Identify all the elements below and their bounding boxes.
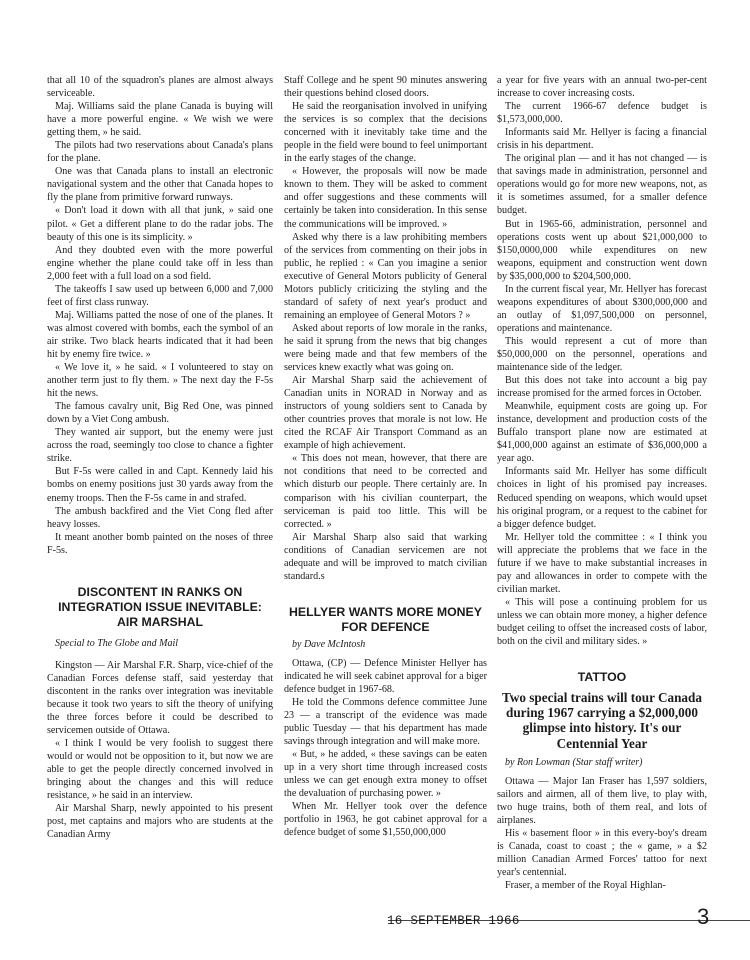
column-2 [284,74,487,839]
paragraph: « I think I would be very foolish to suggest there would or would not be opposition to it, but now we are able to get the people directly concerned involved in bringing about the changes and this will reduce resistance, » he said in an interview. [47,738,273,802]
article-byline: by Ron Lowman (Star staff writer) [505,756,643,768]
paragraph: It meant another bomb painted on the noses of three F-5s. [47,531,273,556]
paragraph: Fraser, a member of the Royal Highlan- [505,880,666,892]
article-body [47,659,273,842]
paragraph: Staff College and he spent 90 minutes answering their questions behind closed doors. [284,75,487,100]
paragraph: But in 1965-66, administration, personnel and operations costs went up about $21,000,000 to $150,0000,000 while expenditures on new weapons, equipment and construction went down by $35,000,000 to $204,500,000. [497,218,707,282]
paragraph: Informants said Mr. Hellyer has some difficult choices in light of his promised pay increases. Reduced spending on weapons, which would upset his original program, or a request to the cabinet for a bigger defence budget. [497,466,707,530]
paragraph: Meanwhile, equipment costs are going up. For instance, development and production costs of the Buffalo transport plane now are estimated at $41,000,000 against an estimate of $36,000,000 a year ago. [497,401,707,465]
paragraph: « But, » he added, « these savings can be eaten up in a very short time through increased costs unless we can get enough extra money to offset the devaluation of purchasing power. » [284,749,487,800]
article-body [497,775,707,892]
paragraph: But F-5s were called in and Capt. Kennedy laid his bombs on enemy positions just 30 yards away from the enemy troops. Then the F-5s came in and strafed. [47,466,273,504]
paragraph: « We love it, » he said. « I volunteered to stay on another term just to fly them. » The next day the F-5s hit the news. [47,362,273,400]
paragraph: They wanted air support, but the enemy were just across the road, seemingly too close to chance a fighter strike. [47,427,273,465]
footer-date: 16 SEPTEMBER 1966 [387,914,520,928]
paragraph: Air Marshal Sharp, newly appointed to his present post, met captains and majors who are students at the Canadian Army [47,803,273,841]
page-number: 3 [697,904,710,929]
paragraph: The famous cavalry unit, Big Red One, was pinned down by a Viet Cong ambush. [47,401,273,426]
paragraph: Air Marshal Sharp also said that warking conditions of Canadian servicemen are not adequate and will be improved to match civilian standard.s [284,531,487,582]
paragraph: And they doubted even with the more powerful engine whether the plane could take off in less than 2,000 feet with a full load on a sod field. [47,244,273,282]
section-title: TATTOO [577,670,627,685]
paragraph: « However, the proposals will now be made known to them. They will be asked to comment and offer suggestions and these comments will certainly be taken into consideration. In this sense the communications will be improved. » [284,166,487,230]
paragraph: The takeoffs I saw used up between 6,000 and 7,000 feet of first class runway. [47,283,273,308]
paragraph: When Mr. Hellyer took over the defence portfolio in 1963, he got cabinet approval for a defence budget of some $1,550,000,000 [284,801,487,839]
paragraph: Asked why there is a law prohibiting members of the services from commenting on their jobs in public, he replied : « Can you imagine a senior executive of General Motors publicity of General Motors publicly criticizing the styling and the standard of safety of next year's product and remaining an employee of General Motors ? » [284,231,487,321]
paragraph: One was that Canada plans to install an electronic navigational system and the other that Canada hopes to fly the plane from primitive forward runways. [47,166,273,204]
paragraph: The pilots had two reservations about Canada's plans for the plane. [47,140,273,165]
paragraph: Air Marshal Sharp said the achievement of Canadian units in NORAD in Norway and as instructors of young soldiers sent to Canada by other countries proves that morale is not low. He cited the RCAF Air Transport Command as an example of high achievement. [284,375,487,452]
paragraph: His « basement floor » in this every-boy's dream is Canada, coast to coast ; the « game, » a $2 million Canadian Armed Forces' tattoo for next year's centennial. [497,828,707,879]
paragraph: The current 1966-67 defence budget is $1,573,000,000. [497,101,707,126]
paragraph: Informants said Mr. Hellyer is facing a financial crisis in his department. [497,127,707,152]
article-continuation-text [284,74,487,583]
paragraph: The ambush backfired and the Viet Cong fled after heavy losses. [47,505,273,530]
article-continuation-text [47,74,273,557]
paragraph: that all 10 of the squadron's planes are almost always serviceable. [47,75,273,100]
paragraph: Kingston — Air Marshal F.R. Sharp, vice-chief of the Canadian Forces defense staff, said yesterday that discontent in the ranks over integration was inevitable because it took two years to sift the theory of unifying the three forces before it could be described to servicemen outside of Ottawa. [47,659,273,736]
paragraph: He told the Commons defence committee June 23 — a transcript of the evidence was made public Tuesday — that his department has made savings through integration and will make more. [284,696,487,748]
paragraph: Ottawa, (CP) — Defence Minister Hellyer has indicated he will seek cabinet approval for a biger defence budget in 1967-68. [284,657,487,695]
article-headline: Two special trains will tour Canada during 1967 carrying a $2,000,000 glimpse into history. It's our Centennial Year [502,690,702,751]
article-continuation-text [497,74,707,648]
paragraph: Ottawa — Major Ian Fraser has 1,597 soldiers, sailors and airmen, all of them live, to play with, two huge trains, both of them real, and lots of airplanes. [497,775,707,827]
column-1 [47,74,273,841]
article-headline: DISCONTENT IN RANKS ON INTEGRATION ISSUE INEVITABLE: AIR MARSHAL [58,584,262,629]
paragraph: This would represent a cut of more than $50,000,000 on the personnel, operations and maintenance side of the ledger. [497,335,707,374]
paragraph: Maj. Williams patted the nose of one of the planes. It was almost covered with bombs, each the symbol of an air strike. Two black hearts indicated that it had been hit by enemy fire twice. » [47,309,273,360]
paragraph: a year for five years with an annual two-per-cent increase to cover increasing costs. [497,75,707,100]
paragraph: Mr. Hellyer told the committee : « I think you will appreciate the problems that we face in the future if we have to make substantial increases in pay and allowances in order to compete with the civilian market. [497,531,707,595]
article-headline: HELLYER WANTS MORE MONEY FOR DEFENCE [289,604,482,634]
article-byline: by Dave McIntosh [292,638,366,650]
paragraph: Asked about reports of low morale in the ranks, he said it sprung from the news that big changes were being made and that few members of the services knew exactly what was going on. [284,322,487,374]
article-body [284,657,487,840]
paragraph: But this does not take into account a big pay increase promised for the armed forces in October. [497,375,707,400]
paragraph: He said the reorganisation involved in unifying the services is so complex that the decisions concerned with it inevitably take time and the people in the field were bound to feel unimportant in the early stages of the change. [284,101,487,165]
paragraph: « This will pose a continuing problem for us unless we can obtain more money, a higher defence budget ceiling to offset the increased costs of labor, both on the civil and military sides. » [497,596,707,648]
column-3 [497,74,707,892]
paragraph: « This does not mean, however, that there are not conditions that need to be corrected and which disturb our people. There certainly are. In comparison with his civilian counterpart, the serviceman is paid too little. This will be corrected. » [284,453,487,530]
paragraph: « Don't load it down with all that junk, » said one pilot. « Get a different plane to do the radar jobs. The beauty of this one is its simplicity. » [47,205,273,243]
paragraph: Maj. Williams said the plane Canada is buying will have a more powerful engine. « We wish we were getting them, » he said. [47,101,273,139]
paragraph: In the current fiscal year, Mr. Hellyer has forecast weapons expenditures of about $300,000,000 and an outlay of $1,097,500,000 on personnel, operations and maintenance. [497,283,707,334]
paragraph: The original plan — and it has not changed — is that savings made in administration, personnel and operations would go for more new weapons, not, as it is sometimes assumed, for a smaller defence budget. [497,153,707,217]
article-byline: Special to The Globe and Mail [55,637,179,649]
